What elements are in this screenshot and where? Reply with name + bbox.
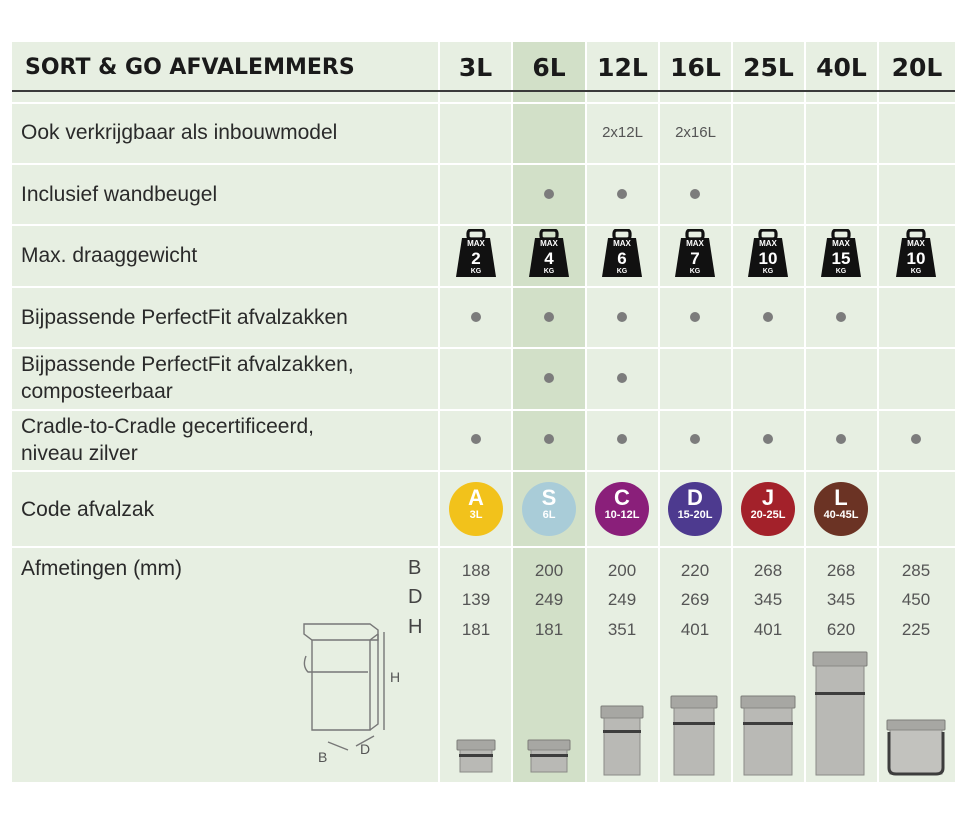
perfectfit-dot-16l [690, 312, 700, 322]
column-separator [877, 42, 879, 782]
row-separator [12, 546, 955, 548]
cradle-dot-20l [911, 434, 921, 444]
weight-icon-6l [527, 229, 571, 279]
dimension-d-12l: 249 [607, 590, 637, 609]
dimension-b-12l: 200 [607, 561, 637, 580]
column-separator [438, 42, 440, 782]
weight-icon-20l [894, 229, 938, 279]
diagram-width-label: B [318, 749, 328, 765]
dimension-label-d: D [408, 586, 423, 608]
row-label-code-afvalzak: Code afvalzak [21, 498, 155, 521]
dimension-label-b: B [408, 557, 422, 579]
row-separator [12, 163, 955, 165]
bin-illustration-16l [670, 694, 718, 778]
dimension-b-6l: 200 [534, 561, 564, 580]
bag-code-size: 20-25L [750, 509, 786, 521]
weight-max-label: MAX [467, 239, 485, 248]
weight-max-label: MAX [832, 239, 850, 248]
weight-value: 15 [831, 249, 851, 268]
column-separator [511, 42, 513, 782]
cradle-dot-40l [836, 434, 846, 444]
bin-illustration-12l [600, 704, 644, 778]
bin-illustration-40l [812, 650, 868, 778]
dimension-d-16l: 269 [680, 590, 710, 609]
perfectfit-dot-6l [544, 312, 554, 322]
weight-max-label: MAX [540, 239, 558, 248]
bag-code-letter: S [541, 485, 557, 510]
dimension-h-16l: 401 [680, 620, 710, 639]
weight-unit-label: KG [910, 268, 922, 275]
bin-illustration-3l [456, 738, 496, 778]
dimension-d-40l: 345 [826, 590, 856, 609]
weight-max-label: MAX [686, 239, 704, 248]
column-separator [804, 42, 806, 782]
bag-code-badge-a [449, 482, 503, 536]
weight-icon-16l [673, 229, 717, 279]
weight-value: 10 [906, 249, 926, 268]
wandbeugel-dot-16l [690, 189, 700, 199]
header-size-20l: 20L [891, 53, 943, 82]
weight-value: 4 [544, 249, 554, 268]
cradle-dot-3l [471, 434, 481, 444]
weight-max-label: MAX [907, 239, 925, 248]
weight-value: 7 [690, 249, 700, 268]
column-separator [585, 42, 587, 782]
weight-value: 2 [471, 249, 481, 268]
dimension-h-40l: 620 [826, 620, 856, 639]
perfectfit-dot-3l [471, 312, 481, 322]
header-size-6l: 6L [532, 53, 566, 82]
dimension-h-6l: 181 [534, 620, 564, 639]
inbouw-value-12l: 2x12L [602, 124, 643, 141]
dimension-d-3l: 139 [461, 590, 491, 609]
compost-dot-6l [544, 373, 554, 383]
weight-unit-label: KG [689, 268, 701, 275]
bin-dimension-diagram [290, 618, 430, 768]
perfectfit-dot-25l [763, 312, 773, 322]
weight-max-label: MAX [613, 239, 631, 248]
cradle-dot-12l [617, 434, 627, 444]
row-label-inbouwmodel: Ook verkrijgbaar als inbouwmodel [21, 121, 338, 144]
dimension-b-3l: 188 [461, 561, 491, 580]
bag-code-letter: D [687, 485, 703, 510]
weight-unit-label: KG [762, 268, 774, 275]
weight-icon-12l [600, 229, 644, 279]
weight-value: 10 [758, 249, 778, 268]
row-label-compost-line2: composteerbaar [21, 380, 173, 403]
weight-unit-label: KG [543, 268, 555, 275]
cradle-dot-25l [763, 434, 773, 444]
header-size-40l: 40L [816, 53, 867, 82]
row-separator [12, 224, 955, 226]
bag-code-badge-l [814, 482, 868, 536]
row-label-perfectfit: Bijpassende PerfectFit afvalzakken [21, 306, 348, 329]
row-label-compost-line1: Bijpassende PerfectFit afvalzakken, [21, 353, 354, 376]
dimension-b-25l: 268 [753, 561, 783, 580]
weight-icon-3l [454, 229, 498, 279]
weight-icon-25l [746, 229, 790, 279]
inbouw-value-16l: 2x16L [675, 124, 716, 141]
row-label-cradle-line1: Cradle-to-Cradle gecertificeerd, [21, 415, 314, 438]
dimension-b-20l: 285 [901, 561, 931, 580]
header-rule [12, 90, 955, 92]
diagram-depth-label: D [360, 741, 371, 757]
bag-code-letter: A [468, 485, 484, 510]
dimension-h-3l: 181 [461, 620, 491, 639]
bag-code-letter: J [761, 485, 775, 510]
bag-code-badge-c [595, 482, 649, 536]
dimension-h-25l: 401 [753, 620, 783, 639]
bin-illustration-25l [740, 694, 796, 778]
row-separator [12, 347, 955, 349]
bag-code-size: 6L [542, 509, 556, 521]
wandbeugel-dot-12l [617, 189, 627, 199]
row-separator [12, 470, 955, 472]
weight-unit-label: KG [616, 268, 628, 275]
dimension-d-20l: 450 [901, 590, 931, 609]
weight-value: 6 [617, 249, 627, 268]
bag-code-badge-d [668, 482, 722, 536]
bin-illustration-6l [527, 738, 571, 778]
bag-code-size: 3L [469, 509, 483, 521]
weight-unit-label: KG [835, 268, 847, 275]
bag-code-size: 40-45L [823, 509, 859, 521]
compost-dot-12l [617, 373, 627, 383]
row-label-afmetingen: Afmetingen (mm) [21, 557, 183, 580]
row-separator [12, 102, 955, 104]
row-separator [12, 286, 955, 288]
bag-code-letter: C [614, 485, 630, 510]
dimension-label-h: H [408, 616, 423, 638]
row-separator [12, 409, 955, 411]
highlight-column-6l [513, 42, 585, 782]
row-label-cradle-line2: niveau zilver [21, 442, 138, 465]
dimension-d-6l: 249 [534, 590, 564, 609]
cradle-dot-16l [690, 434, 700, 444]
bag-code-size: 15-20L [677, 509, 713, 521]
dimension-h-20l: 225 [901, 620, 931, 639]
weight-icon-40l [819, 229, 863, 279]
bin-illustration-20l [886, 718, 946, 778]
cradle-dot-6l [544, 434, 554, 444]
bag-code-letter: L [834, 485, 848, 510]
weight-max-label: MAX [759, 239, 777, 248]
dimension-b-16l: 220 [680, 561, 710, 580]
perfectfit-dot-12l [617, 312, 627, 322]
header-size-12l: 12L [597, 53, 648, 82]
column-separator [658, 42, 660, 782]
row-label-draaggewicht: Max. draaggewicht [21, 244, 198, 267]
bag-code-badge-s [522, 482, 576, 536]
wandbeugel-dot-6l [544, 189, 554, 199]
diagram-height-label: H [390, 669, 401, 685]
perfectfit-dot-40l [836, 312, 846, 322]
header-size-16l: 16L [670, 53, 721, 82]
table-title: SORT & GO AFVALEMMERS [25, 55, 355, 80]
dimension-h-12l: 351 [607, 620, 637, 639]
bag-code-size: 10-12L [604, 509, 640, 521]
column-separator [731, 42, 733, 782]
bag-code-badge-j [741, 482, 795, 536]
dimension-b-40l: 268 [826, 561, 856, 580]
header-size-3l: 3L [458, 53, 493, 82]
dimension-d-25l: 345 [753, 590, 783, 609]
weight-unit-label: KG [470, 268, 482, 275]
row-label-wandbeugel: Inclusief wandbeugel [21, 183, 218, 206]
header-size-25l: 25L [743, 53, 794, 82]
